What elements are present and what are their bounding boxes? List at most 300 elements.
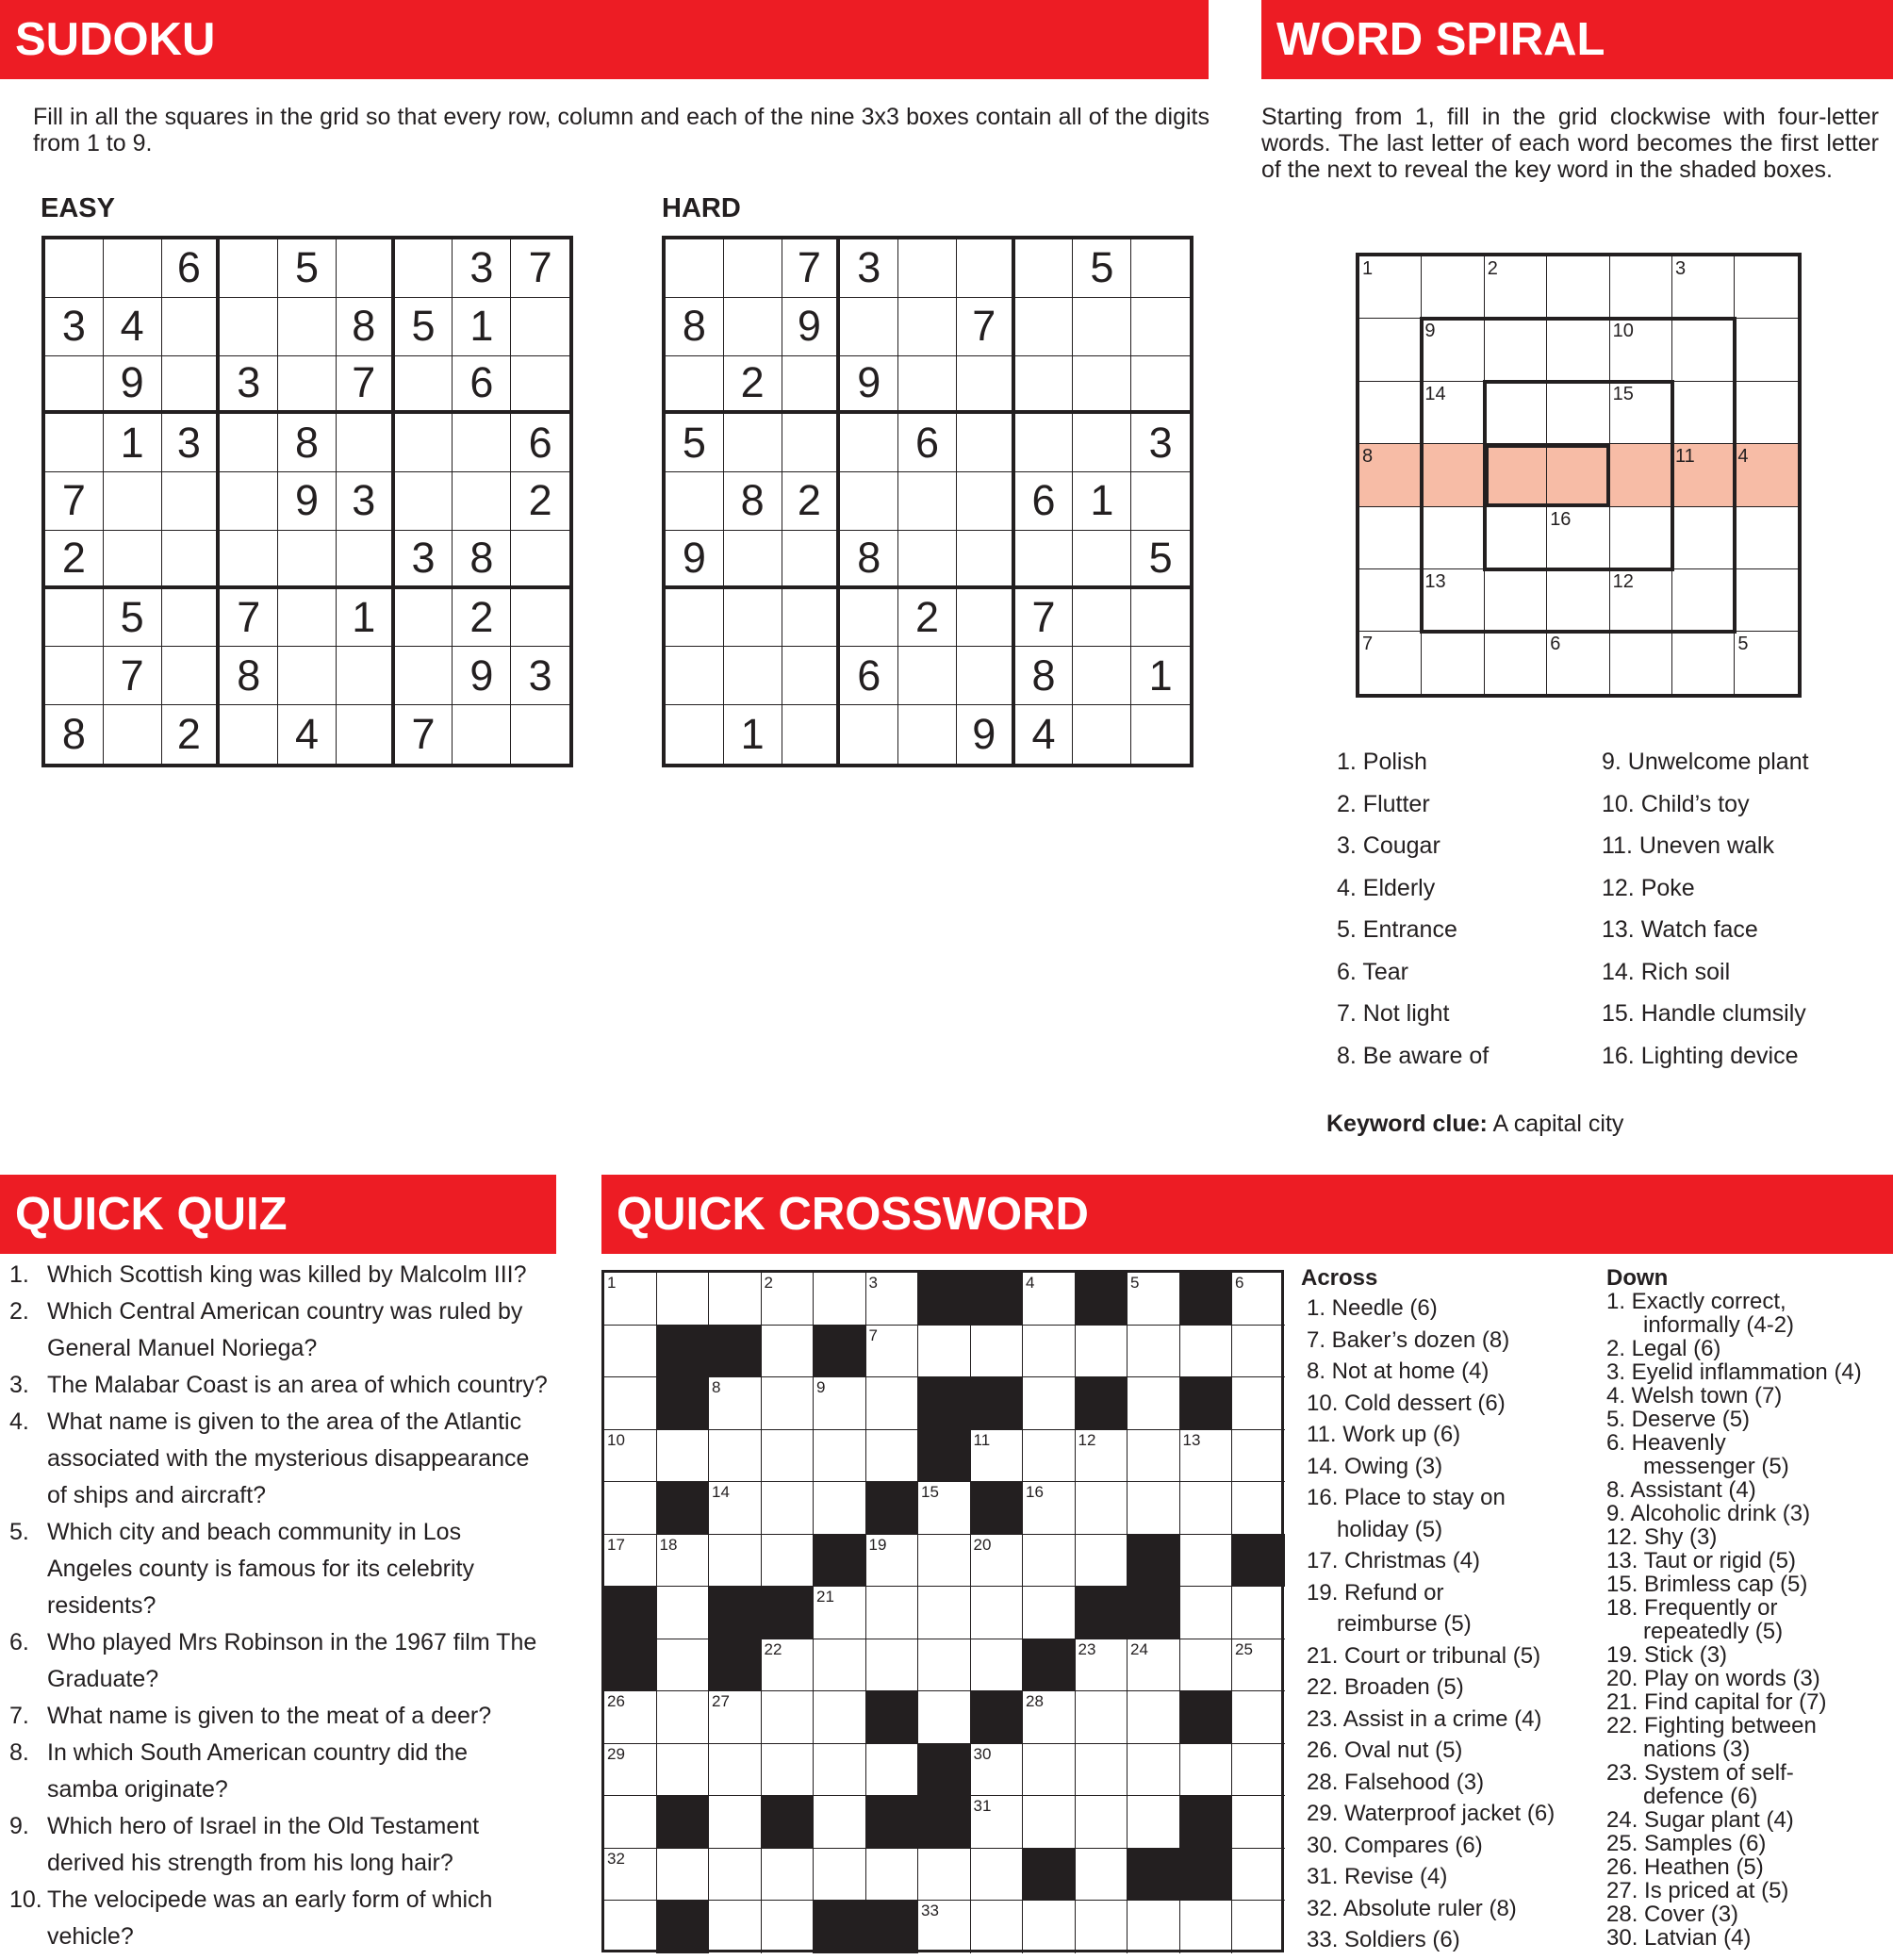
crossword-cell[interactable] [971,1849,1024,1902]
hard-cell[interactable]: 4 [1015,705,1074,764]
easy-cell[interactable] [511,531,569,589]
crossword-cell[interactable] [1232,1482,1285,1535]
hard-cell[interactable]: 3 [1131,414,1190,472]
hard-cell[interactable] [724,414,782,472]
crossword-cell[interactable] [709,1377,762,1430]
crossword-cell[interactable] [762,1326,815,1378]
hard-cell[interactable]: 7 [957,298,1015,356]
easy-cell[interactable]: 3 [453,239,511,298]
crossword-cell[interactable] [604,1377,657,1430]
easy-cell[interactable] [511,705,569,764]
easy-cell[interactable] [220,239,278,298]
hard-cell[interactable]: 8 [666,298,724,356]
hard-cell[interactable]: 8 [724,472,782,531]
spiral-cell[interactable] [1359,256,1422,319]
hard-cell[interactable] [724,239,782,298]
hard-cell[interactable]: 7 [1015,589,1074,648]
easy-cell[interactable] [395,414,453,472]
hard-cell[interactable] [1015,239,1074,298]
crossword-cell[interactable] [971,1901,1024,1953]
crossword-cell[interactable] [1180,1430,1233,1483]
crossword-cell[interactable] [866,1430,919,1483]
hard-cell[interactable]: 8 [840,531,898,589]
spiral-cell[interactable] [1359,569,1422,632]
easy-cell[interactable]: 7 [395,705,453,764]
crossword-cell[interactable] [1076,1796,1128,1849]
hard-cell[interactable] [666,589,724,648]
easy-cell[interactable]: 5 [395,298,453,356]
crossword-cell[interactable] [1076,1326,1128,1378]
crossword-cell[interactable] [657,1430,710,1483]
hard-cell[interactable] [957,239,1015,298]
easy-cell[interactable] [220,298,278,356]
crossword-cell[interactable] [1128,1377,1180,1430]
easy-cell[interactable]: 8 [220,647,278,705]
crossword-cell[interactable] [604,1430,657,1483]
easy-cell[interactable] [45,239,104,298]
crossword-cell[interactable] [814,1849,866,1902]
hard-cell[interactable] [724,647,782,705]
crossword-cell[interactable] [971,1796,1024,1849]
spiral-cell[interactable] [1672,382,1735,444]
hard-cell[interactable] [1131,356,1190,415]
spiral-cell[interactable] [1422,382,1484,444]
crossword-cell[interactable] [657,1273,710,1326]
hard-cell[interactable]: 2 [724,356,782,415]
crossword-cell[interactable] [1076,1744,1128,1797]
easy-cell[interactable] [220,531,278,589]
crossword-cell[interactable] [1023,1377,1076,1430]
spiral-cell[interactable] [1359,444,1422,506]
crossword-cell[interactable] [918,1639,971,1692]
easy-cell[interactable] [278,356,337,415]
easy-cell[interactable] [337,414,395,472]
crossword-cell[interactable] [762,1744,815,1797]
hard-cell[interactable] [1073,298,1131,356]
crossword-cell[interactable] [1128,1482,1180,1535]
hard-cell[interactable]: 6 [840,647,898,705]
crossword-cell[interactable] [604,1796,657,1849]
easy-cell[interactable]: 4 [104,298,162,356]
hard-cell[interactable]: 8 [1015,647,1074,705]
crossword-cell[interactable] [918,1901,971,1953]
spiral-cell[interactable] [1359,382,1422,444]
crossword-cell[interactable] [814,1691,866,1744]
crossword-cell[interactable] [1232,1901,1285,1953]
spiral-cell[interactable] [1672,632,1735,694]
easy-cell[interactable] [337,531,395,589]
spiral-cell[interactable] [1485,382,1547,444]
easy-cell[interactable]: 7 [511,239,569,298]
crossword-cell[interactable] [1023,1273,1076,1326]
spiral-cell[interactable] [1672,507,1735,569]
crossword-cell[interactable] [1128,1430,1180,1483]
crossword-cell[interactable] [1023,1482,1076,1535]
easy-cell[interactable] [162,531,221,589]
crossword-cell[interactable] [971,1430,1024,1483]
crossword-cell[interactable] [1023,1691,1076,1744]
easy-cell[interactable] [220,414,278,472]
hard-cell[interactable] [724,531,782,589]
crossword-cell[interactable] [866,1535,919,1588]
easy-cell[interactable]: 8 [45,705,104,764]
hard-cell[interactable]: 1 [724,705,782,764]
crossword-cell[interactable] [604,1691,657,1744]
crossword-cell[interactable] [762,1639,815,1692]
crossword-cell[interactable] [1180,1482,1233,1535]
spiral-cell[interactable] [1359,632,1422,694]
spiral-cell[interactable] [1422,507,1484,569]
crossword-cell[interactable] [971,1326,1024,1378]
crossword-cell[interactable] [762,1377,815,1430]
crossword-cell[interactable] [709,1744,762,1797]
spiral-cell[interactable] [1610,632,1672,694]
crossword-cell[interactable] [866,1639,919,1692]
crossword-cell[interactable] [918,1849,971,1902]
easy-cell[interactable]: 3 [395,531,453,589]
easy-cell[interactable] [395,239,453,298]
hard-cell[interactable]: 2 [898,589,957,648]
spiral-cell[interactable] [1547,256,1609,319]
spiral-cell[interactable] [1672,444,1735,506]
crossword-cell[interactable] [1128,1273,1180,1326]
crossword-cell[interactable] [1232,1430,1285,1483]
crossword-cell[interactable] [814,1587,866,1639]
hard-cell[interactable] [898,356,957,415]
easy-cell[interactable] [220,705,278,764]
hard-cell[interactable] [1131,472,1190,531]
easy-cell[interactable] [45,647,104,705]
crossword-cell[interactable] [1232,1326,1285,1378]
crossword-cell[interactable] [971,1587,1024,1639]
crossword-cell[interactable] [1180,1901,1233,1953]
crossword-cell[interactable] [866,1744,919,1797]
easy-cell[interactable]: 5 [278,239,337,298]
crossword-cell[interactable] [866,1273,919,1326]
easy-cell[interactable] [45,414,104,472]
easy-cell[interactable] [511,356,569,415]
hard-cell[interactable] [957,531,1015,589]
hard-cell[interactable] [724,298,782,356]
easy-cell[interactable] [45,589,104,648]
crossword-cell[interactable] [604,1482,657,1535]
easy-cell[interactable] [278,589,337,648]
crossword-cell[interactable] [918,1326,971,1378]
crossword-cell[interactable] [1232,1587,1285,1639]
spiral-cell[interactable] [1735,319,1797,381]
easy-cell[interactable] [453,414,511,472]
spiral-cell[interactable] [1422,632,1484,694]
hard-cell[interactable]: 1 [1073,472,1131,531]
crossword-cell[interactable] [1023,1535,1076,1588]
hard-cell[interactable] [782,589,841,648]
spiral-cell[interactable] [1610,382,1672,444]
hard-cell[interactable] [1131,298,1190,356]
crossword-cell[interactable] [1023,1587,1076,1639]
easy-cell[interactable] [104,239,162,298]
spiral-cell[interactable] [1485,256,1547,319]
spiral-cell[interactable] [1485,319,1547,381]
crossword-cell[interactable] [1076,1430,1128,1483]
spiral-cell[interactable] [1547,569,1609,632]
hard-cell[interactable]: 1 [1131,647,1190,705]
crossword-cell[interactable] [814,1482,866,1535]
easy-cell[interactable]: 7 [220,589,278,648]
hard-cell[interactable]: 2 [782,472,841,531]
crossword-cell[interactable] [762,1691,815,1744]
hard-cell[interactable] [1073,531,1131,589]
spiral-cell[interactable] [1422,256,1484,319]
crossword-cell[interactable] [1128,1639,1180,1692]
hard-cell[interactable]: 5 [1131,531,1190,589]
hard-cell[interactable] [1015,414,1074,472]
hard-cell[interactable] [782,414,841,472]
spiral-cell[interactable] [1547,444,1609,506]
easy-cell[interactable]: 3 [220,356,278,415]
hard-cell[interactable] [724,589,782,648]
easy-cell[interactable] [278,647,337,705]
hard-cell[interactable] [1131,589,1190,648]
hard-cell[interactable]: 6 [898,414,957,472]
spiral-cell[interactable] [1672,256,1735,319]
easy-cell[interactable]: 2 [453,589,511,648]
hard-cell[interactable]: 5 [666,414,724,472]
easy-cell[interactable]: 9 [453,647,511,705]
hard-cell[interactable] [1073,705,1131,764]
hard-cell[interactable]: 7 [782,239,841,298]
crossword-cell[interactable] [1076,1901,1128,1953]
easy-cell[interactable] [104,705,162,764]
crossword-cell[interactable] [762,1535,815,1588]
crossword-cell[interactable] [1128,1744,1180,1797]
crossword-cell[interactable] [918,1482,971,1535]
easy-cell[interactable]: 3 [162,414,221,472]
hard-cell[interactable] [957,647,1015,705]
crossword-cell[interactable] [1076,1639,1128,1692]
spiral-cell[interactable] [1547,382,1609,444]
hard-cell[interactable] [782,356,841,415]
hard-cell[interactable] [898,705,957,764]
easy-cell[interactable] [453,472,511,531]
hard-cell[interactable] [840,472,898,531]
crossword-cell[interactable] [1180,1744,1233,1797]
hard-cell[interactable]: 3 [840,239,898,298]
spiral-cell[interactable] [1672,569,1735,632]
easy-cell[interactable] [278,298,337,356]
hard-cell[interactable] [840,705,898,764]
easy-cell[interactable] [162,589,221,648]
crossword-cell[interactable] [1076,1849,1128,1902]
crossword-cell[interactable] [1232,1273,1285,1326]
hard-cell[interactable]: 9 [957,705,1015,764]
spiral-cell[interactable] [1735,569,1797,632]
crossword-cell[interactable] [971,1744,1024,1797]
easy-cell[interactable]: 1 [453,298,511,356]
crossword-cell[interactable] [814,1377,866,1430]
hard-cell[interactable] [1015,298,1074,356]
crossword-cell[interactable] [918,1535,971,1588]
crossword-cell[interactable] [1232,1796,1285,1849]
crossword-cell[interactable] [709,1849,762,1902]
hard-cell[interactable] [1015,356,1074,415]
easy-cell[interactable] [220,472,278,531]
crossword-cell[interactable] [762,1482,815,1535]
easy-cell[interactable] [337,239,395,298]
crossword-cell[interactable] [814,1744,866,1797]
easy-cell[interactable]: 8 [453,531,511,589]
easy-cell[interactable]: 6 [162,239,221,298]
crossword-cell[interactable] [814,1430,866,1483]
hard-cell[interactable]: 9 [782,298,841,356]
easy-cell[interactable]: 3 [337,472,395,531]
crossword-cell[interactable] [1180,1326,1233,1378]
crossword-cell[interactable] [1023,1744,1076,1797]
crossword-cell[interactable] [604,1849,657,1902]
easy-cell[interactable] [104,472,162,531]
easy-cell[interactable]: 7 [337,356,395,415]
easy-cell[interactable] [337,647,395,705]
easy-cell[interactable]: 2 [45,531,104,589]
spiral-cell[interactable] [1610,569,1672,632]
crossword-cell[interactable] [1076,1482,1128,1535]
spiral-cell[interactable] [1422,319,1484,381]
crossword-cell[interactable] [1232,1377,1285,1430]
crossword-cell[interactable] [657,1587,710,1639]
spiral-cell[interactable] [1735,444,1797,506]
hard-cell[interactable] [898,298,957,356]
easy-cell[interactable] [453,705,511,764]
crossword-cell[interactable] [1128,1901,1180,1953]
crossword-cell[interactable] [604,1744,657,1797]
hard-cell[interactable] [1131,705,1190,764]
easy-cell[interactable]: 9 [104,356,162,415]
hard-cell[interactable] [666,647,724,705]
hard-cell[interactable] [840,589,898,648]
easy-cell[interactable] [511,298,569,356]
crossword-cell[interactable] [1232,1691,1285,1744]
spiral-cell[interactable] [1547,632,1609,694]
hard-cell[interactable] [898,239,957,298]
spiral-cell[interactable] [1735,382,1797,444]
crossword-cell[interactable] [1232,1849,1285,1902]
hard-cell[interactable] [1015,531,1074,589]
hard-cell[interactable] [957,472,1015,531]
crossword-cell[interactable] [814,1639,866,1692]
spiral-cell[interactable] [1735,507,1797,569]
easy-cell[interactable]: 3 [45,298,104,356]
easy-cell[interactable]: 7 [45,472,104,531]
crossword-cell[interactable] [918,1691,971,1744]
crossword-cell[interactable] [657,1691,710,1744]
easy-cell[interactable] [162,472,221,531]
easy-cell[interactable] [337,705,395,764]
hard-cell[interactable] [898,647,957,705]
crossword-cell[interactable] [1128,1691,1180,1744]
crossword-cell[interactable] [762,1273,815,1326]
hard-cell[interactable]: 6 [1015,472,1074,531]
easy-cell[interactable] [45,356,104,415]
hard-cell[interactable] [782,647,841,705]
spiral-cell[interactable] [1672,319,1735,381]
hard-cell[interactable]: 5 [1073,239,1131,298]
crossword-cell[interactable] [1180,1639,1233,1692]
hard-cell[interactable] [957,589,1015,648]
crossword-cell[interactable] [1180,1535,1233,1588]
easy-cell[interactable]: 6 [453,356,511,415]
spiral-cell[interactable] [1359,319,1422,381]
easy-cell[interactable]: 1 [337,589,395,648]
crossword-cell[interactable] [657,1535,710,1588]
crossword-cell[interactable] [657,1639,710,1692]
hard-cell[interactable] [957,356,1015,415]
easy-cell[interactable] [395,472,453,531]
crossword-cell[interactable] [1023,1326,1076,1378]
crossword-cell[interactable] [814,1796,866,1849]
crossword-cell[interactable] [1023,1796,1076,1849]
easy-cell[interactable]: 3 [511,647,569,705]
spiral-cell[interactable] [1485,507,1547,569]
easy-cell[interactable] [162,356,221,415]
easy-cell[interactable] [395,589,453,648]
crossword-cell[interactable] [1180,1587,1233,1639]
crossword-cell[interactable] [866,1849,919,1902]
spiral-cell[interactable] [1610,444,1672,506]
spiral-cell[interactable] [1735,256,1797,319]
hard-cell[interactable] [666,472,724,531]
crossword-cell[interactable] [1076,1691,1128,1744]
hard-cell[interactable] [840,414,898,472]
easy-cell[interactable]: 1 [104,414,162,472]
crossword-cell[interactable] [762,1901,815,1953]
crossword-cell[interactable] [866,1587,919,1639]
easy-cell[interactable]: 4 [278,705,337,764]
spiral-cell[interactable] [1485,632,1547,694]
hard-cell[interactable] [1073,356,1131,415]
easy-cell[interactable]: 2 [162,705,221,764]
hard-cell[interactable] [1073,414,1131,472]
hard-cell[interactable] [782,531,841,589]
crossword-cell[interactable] [866,1377,919,1430]
easy-cell[interactable]: 6 [511,414,569,472]
hard-cell[interactable] [666,239,724,298]
hard-cell[interactable] [666,356,724,415]
crossword-cell[interactable] [1023,1901,1076,1953]
spiral-cell[interactable] [1610,319,1672,381]
crossword-cell[interactable] [762,1849,815,1902]
crossword-cell[interactable] [814,1273,866,1326]
crossword-cell[interactable] [604,1326,657,1378]
easy-cell[interactable] [278,531,337,589]
spiral-cell[interactable] [1485,444,1547,506]
hard-cell[interactable] [898,472,957,531]
crossword-cell[interactable] [709,1901,762,1953]
crossword-cell[interactable] [709,1273,762,1326]
easy-cell[interactable] [395,647,453,705]
crossword-cell[interactable] [1128,1796,1180,1849]
spiral-cell[interactable] [1610,507,1672,569]
hard-cell[interactable] [957,414,1015,472]
crossword-cell[interactable] [971,1639,1024,1692]
crossword-cell[interactable] [1232,1639,1285,1692]
spiral-cell[interactable] [1547,507,1609,569]
spiral-cell[interactable] [1735,632,1797,694]
crossword-cell[interactable] [709,1430,762,1483]
crossword-cell[interactable] [657,1744,710,1797]
hard-cell[interactable] [1073,647,1131,705]
crossword-cell[interactable] [971,1535,1024,1588]
crossword-cell[interactable] [762,1430,815,1483]
crossword-cell[interactable] [1232,1744,1285,1797]
